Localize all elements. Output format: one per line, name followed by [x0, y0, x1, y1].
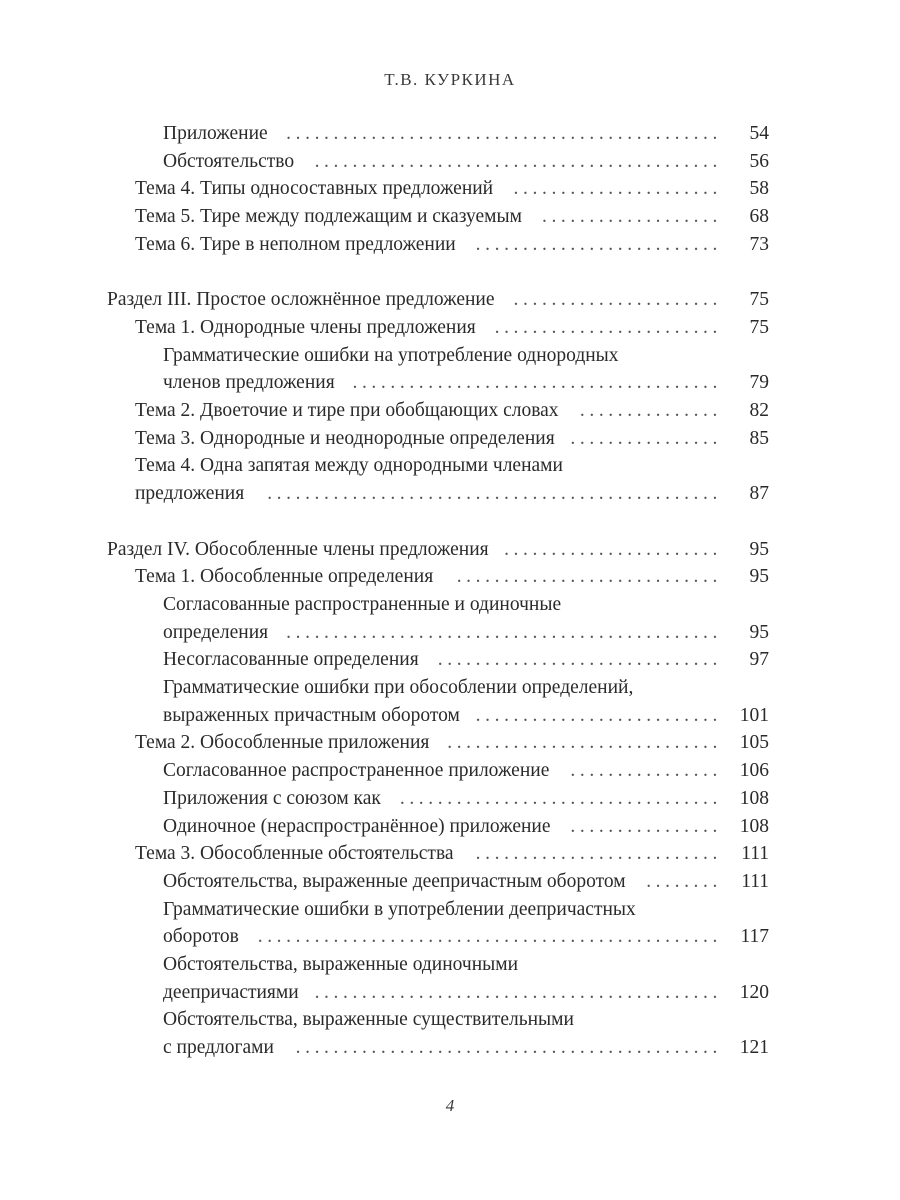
dot-leader: ...................... [513, 289, 722, 311]
toc-entry-line [0, 646, 900, 674]
toc-page-number: 95 [749, 566, 769, 588]
toc-entry-line [0, 785, 900, 813]
toc-entry-line [0, 1034, 900, 1062]
toc-page-number: 120 [739, 981, 769, 1003]
toc-page-number: 56 [749, 150, 769, 172]
toc-entry-title: Тема 4. Типы односоставных предложений [135, 178, 494, 200]
toc-entry-line [0, 286, 900, 314]
toc-entry-title: Приложение [163, 123, 268, 144]
toc-entry-line [0, 868, 900, 896]
toc-page-number: 79 [749, 372, 769, 394]
toc-entry-title: Раздел III. Простое осложнённое предложение [107, 289, 495, 311]
toc-entry-title: Грамматические ошибки в употреблении деепричастных [163, 898, 636, 920]
toc-page-number: 95 [749, 538, 769, 560]
toc-entry-title: Приложения с союзом как [163, 787, 381, 809]
dot-leader: ............................. [447, 732, 722, 754]
dot-leader: ........ [646, 870, 722, 892]
toc-entry-line [0, 369, 900, 397]
toc-entry-line [0, 452, 900, 480]
dot-leader: .......................... [475, 704, 722, 726]
toc-page-number: 54 [749, 123, 769, 144]
toc-entry-title: Тема 4. Одна запятая между однородными членами [135, 455, 563, 477]
toc-entry-line [0, 1006, 900, 1034]
toc-entry-title: Одиночное (нераспространённое) приложение [163, 815, 551, 837]
toc-page-number: 85 [749, 427, 769, 449]
toc-entry-title: Тема 1. Обособленные определения [135, 566, 434, 588]
toc-entry-title: предложения [135, 483, 245, 505]
toc-entry-title: Обстоятельства, выраженные деепричастным оборотом [163, 870, 626, 892]
page-number: 4 [445, 1096, 455, 1115]
toc-entry-line [0, 813, 900, 841]
dot-leader: .................................. [399, 787, 722, 809]
toc-entry-line [0, 702, 900, 730]
toc-entry-line [0, 896, 900, 924]
toc-entry-title: Грамматические ошибки при обособлении определений, [163, 677, 634, 698]
toc-entry-line [0, 674, 900, 702]
toc-entry-line [0, 563, 900, 591]
dot-leader: .............................. [437, 649, 722, 671]
toc-page-number: 108 [739, 787, 769, 809]
dot-leader: ............................ [456, 566, 722, 588]
dot-leader: ................ [570, 815, 722, 837]
dot-leader: ............................................. [295, 1037, 722, 1059]
toc-entry-title: определения [163, 621, 269, 643]
toc-page-number: 95 [749, 621, 769, 643]
toc-entry-line [0, 231, 900, 259]
toc-entry-line [0, 536, 900, 564]
toc-entry-title: Тема 3. Однородные и неоднородные определения [135, 427, 555, 449]
dot-leader: ................... [541, 206, 722, 228]
dot-leader: ....................... [504, 538, 722, 560]
dot-leader: ........................ [494, 316, 722, 338]
toc-entry-title: членов предложения [163, 372, 335, 394]
toc-page-number: 82 [749, 400, 769, 421]
toc-page-number: 117 [740, 926, 769, 948]
dot-leader: ....................................... [352, 372, 722, 394]
toc-entry-line [0, 314, 900, 342]
toc-entry-line [0, 923, 900, 951]
toc-page-number: 75 [749, 316, 769, 338]
toc-entry-title: Согласованное распространенное приложение [163, 760, 550, 782]
toc-entry-line [0, 591, 900, 619]
toc-page-number: 58 [749, 178, 769, 200]
toc-entry-line [0, 203, 900, 231]
dot-leader: ................ [570, 760, 722, 782]
toc-entry-title: деепричастиями [163, 981, 299, 1003]
toc-entry-line [0, 729, 900, 757]
toc-entry-title: Раздел IV. Обособленные члены предложения [107, 538, 489, 560]
toc-entry-title: Тема 2. Обособленные приложения [135, 732, 430, 754]
toc-page-number: 111 [741, 843, 769, 865]
toc-entry-line [0, 342, 900, 370]
dot-leader: ................................................ [267, 483, 722, 505]
toc-entry-title: оборотов [163, 926, 239, 948]
toc-page-number: 108 [739, 815, 769, 837]
toc-entry-line [0, 397, 900, 425]
toc-entry-title: Обстоятельства, выраженные существительными [163, 1009, 574, 1031]
toc-page-number: 111 [741, 870, 769, 892]
toc-entry-title: Тема 3. Обособленные обстоятельства [135, 843, 454, 865]
dot-leader: ................................................. [257, 926, 722, 948]
toc-page-number: 97 [749, 649, 769, 671]
dot-leader: .......................... [475, 233, 722, 255]
dot-leader: ........................................... [314, 981, 722, 1003]
toc-entry-line [0, 480, 900, 508]
toc-entry-title: с предлогами [163, 1037, 274, 1059]
toc-page-number: 75 [749, 289, 769, 311]
toc-entry-line [0, 619, 900, 647]
toc-entry-line [0, 120, 900, 148]
dot-leader: .......................... [475, 843, 722, 865]
toc-page-number: 101 [739, 704, 769, 726]
toc-entry-line [0, 425, 900, 453]
toc-entry-line [0, 979, 900, 1007]
toc-entry-title: Тема 5. Тире между подлежащим и сказуемым [135, 206, 522, 228]
toc-entry-line [0, 757, 900, 785]
toc-page-number: 73 [749, 233, 769, 255]
toc-entry-title: Грамматические ошибки на употребление однородных [163, 344, 619, 366]
dot-leader: ................ [570, 427, 722, 449]
toc-page-number: 121 [739, 1037, 769, 1059]
dot-leader: .............................................. [286, 123, 722, 144]
toc-entry-line [0, 840, 900, 868]
toc-entry-title: Согласованные распространенные и одиночные [163, 593, 562, 615]
toc-entry-title: Обстоятельства, выраженные одиночными [163, 954, 519, 975]
toc-page-number: 68 [749, 206, 769, 228]
toc-entry-title: Тема 1. Однородные члены предложения [135, 316, 476, 338]
dot-leader: ............... [579, 400, 722, 421]
dot-leader: .............................................. [286, 621, 722, 643]
dot-leader: ........................................... [314, 150, 722, 172]
toc-entry-line [0, 148, 900, 176]
running-header: Т.В. КУРКИНА [384, 70, 516, 89]
toc-entry-title: Тема 2. Двоеточие и тире при обобщающих словах [135, 400, 559, 421]
toc-entry-line [0, 951, 900, 979]
toc-entry-title: Несогласованные определения [163, 649, 419, 671]
dot-leader: ...................... [513, 178, 722, 200]
toc-page-number: 106 [739, 760, 769, 782]
toc-entry-line [0, 175, 900, 203]
toc-page-number: 87 [749, 483, 769, 505]
toc-page-number: 105 [739, 732, 769, 754]
toc-entry-title: Обстоятельство [163, 150, 295, 172]
toc-entry-title: Тема 6. Тире в неполном предложении [135, 233, 456, 255]
toc-entry-title: выраженных причастным оборотом [163, 704, 460, 726]
